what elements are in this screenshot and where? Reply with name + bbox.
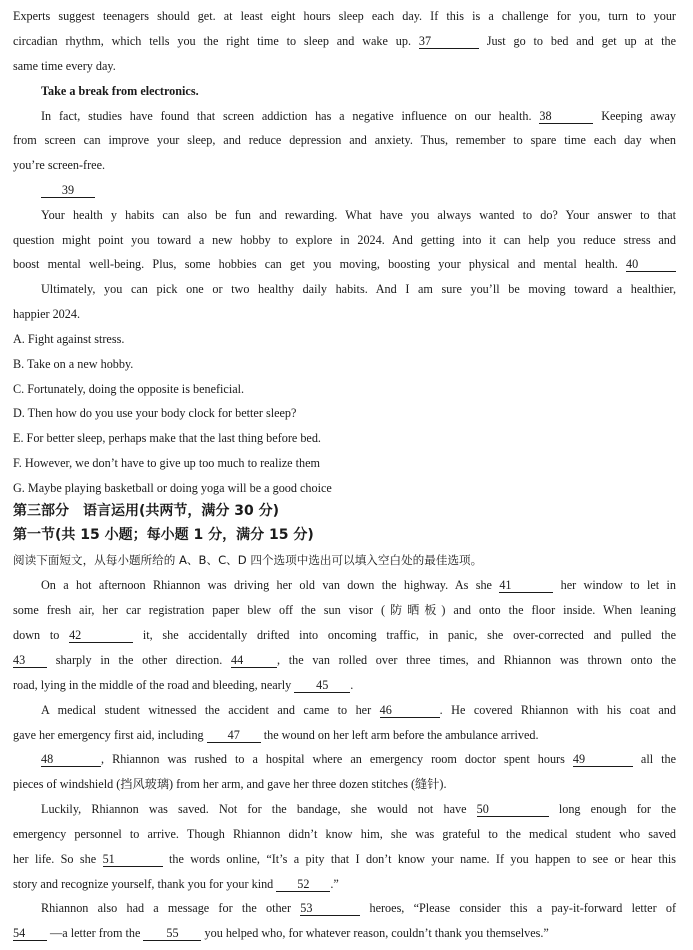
passage-line: from screen can improve your sleep, and reduce depression and anxiety. Thus, remember to spare time each day when <box>13 133 676 147</box>
blank-44: 44 <box>231 653 277 668</box>
passage-line: 48 , Rhiannon was rushed to a hospital where an emergency room doctor spent hours 49 all the <box>41 752 676 766</box>
option-d: D. Then how do you use your body clock for better sleep? <box>13 406 297 420</box>
option-b: B. Take on a new hobby. <box>13 357 134 371</box>
blank-48: 48 <box>41 752 101 767</box>
passage-line: pieces of windshield (挡风玻璃) from her arm, and gave her three dozen stitches (缝针). <box>13 777 447 791</box>
passage-line: story and recognize yourself, thank you for your kind 52 .” <box>13 877 339 891</box>
passage-line: some fresh air, her car registration paper blew off the sun visor (防晒板) and onto the floor inside. When leaning <box>13 603 676 617</box>
option-g: G. Maybe playing basketball or doing yoga will be a good choice <box>13 481 332 495</box>
passage-line: down to 42 it, she accidentally drifted into oncoming traffic, in panic, she over-corrected and pulled the <box>13 628 677 642</box>
blank-38: 38 <box>539 109 593 124</box>
passage-line: Luckily, Rhiannon was saved. Not for the bandage, she would not have 50 long enough for the <box>41 802 676 816</box>
passage-line: Your health y habits can also be fun and rewarding. What have you always wanted to do? Your answer to that <box>41 208 676 222</box>
passage-line: emergency personnel to arrive. Though Rhiannon didn’t know him, she was grateful to the medical student who saved <box>13 827 676 841</box>
passage-line: boost mental well-being. Plus, some hobbies can get you moving, boosting your physical and mental health. 40 <box>13 256 676 272</box>
passage-line: you’re screen-free. <box>13 158 106 172</box>
subsection-title: 第一节(共 15 小题；每小题 1 分，满分 15 分) <box>13 527 314 543</box>
passage-line: In fact, studies have found that screen addiction has a negative influence on our health. 38 Keeping away <box>41 109 677 123</box>
passage-line: happier 2024. <box>13 307 81 321</box>
passage-line: road, lying in the middle of the road and bleeding, nearly 45 . <box>13 678 354 692</box>
passage-line: her life. So she 51 the words online, “It’s a pity that I don’t know your name. If you happen to see or hear this <box>13 852 677 866</box>
blank-45: 45 <box>294 678 350 693</box>
passage-line: On a hot afternoon Rhiannon was driving her old van down the highway. As she 41 her window to let in <box>41 578 676 592</box>
section-title: 第三部分 语言运用(共两节，满分 30 分) <box>13 503 280 519</box>
blank-43: 43 <box>13 653 47 668</box>
passage-line: A medical student witnessed the accident and came to her 46 . He covered Rhiannon with his coat and <box>41 703 676 717</box>
blank-53: 53 <box>300 901 360 916</box>
blank-37: 37 <box>419 34 479 49</box>
passage-line: same time every day. <box>13 59 116 73</box>
blank-42: 42 <box>69 628 133 643</box>
passage-line: 54 —a letter from the 55 you helped who, for whatever reason, couldn’t thank you themselves.” <box>13 926 549 940</box>
blank-49: 49 <box>573 752 633 767</box>
instruction: 阅读下面短文，从每小题所给的 A、B、C、D 四个选项中选出可以填入空白处的最佳选项。 <box>13 553 483 567</box>
passage-line: Experts suggest teenagers should get. at least eight hours sleep each day. If this is a challenge for you, turn to your <box>13 9 676 23</box>
passage-line: gave her emergency first aid, including 47 the wound on her left arm before the ambulance arrived. <box>13 728 539 742</box>
blank-40: 40 <box>626 257 676 272</box>
option-c: C. Fortunately, doing the opposite is beneficial. <box>13 382 245 396</box>
blank-51: 51 <box>103 852 163 867</box>
option-f: F. However, we don’t have to give up too much to realize them <box>13 456 320 470</box>
blank-54: 54 <box>13 926 47 941</box>
option-a: A. Fight against stress. <box>13 332 125 346</box>
passage-line: Ultimately, you can pick one or two healthy daily habits. And I am sure you’ll be moving toward a healthier, <box>41 282 676 296</box>
passage-line: question might point you toward a new hobby to explore in 2024. And getting into it can help you reduce stress and <box>13 233 676 247</box>
blank-50: 50 <box>477 802 549 817</box>
section-heading: Take a break from electronics. <box>41 84 199 98</box>
passage-line: circadian rhythm, which tells you the right time to sleep and wake up. 37 Just go to bed and get up at the <box>13 34 677 48</box>
passage-line: Rhiannon also had a message for the other 53 heroes, “Please consider this a pay-it-forward letter of <box>41 901 677 915</box>
blank-41: 41 <box>499 578 553 593</box>
blank-46: 46 <box>380 703 440 718</box>
blank-47: 47 <box>207 728 261 743</box>
blank-39: 39 <box>41 183 95 198</box>
passage-line: 43 sharply in the other direction. 44 , the van rolled over three times, and Rhiannon was thrown onto the <box>13 653 677 667</box>
blank-52: 52 <box>276 877 330 892</box>
option-e: E. For better sleep, perhaps make that the last thing before bed. <box>13 431 321 445</box>
blank-55: 55 <box>143 926 201 941</box>
passage-line <box>41 182 676 198</box>
